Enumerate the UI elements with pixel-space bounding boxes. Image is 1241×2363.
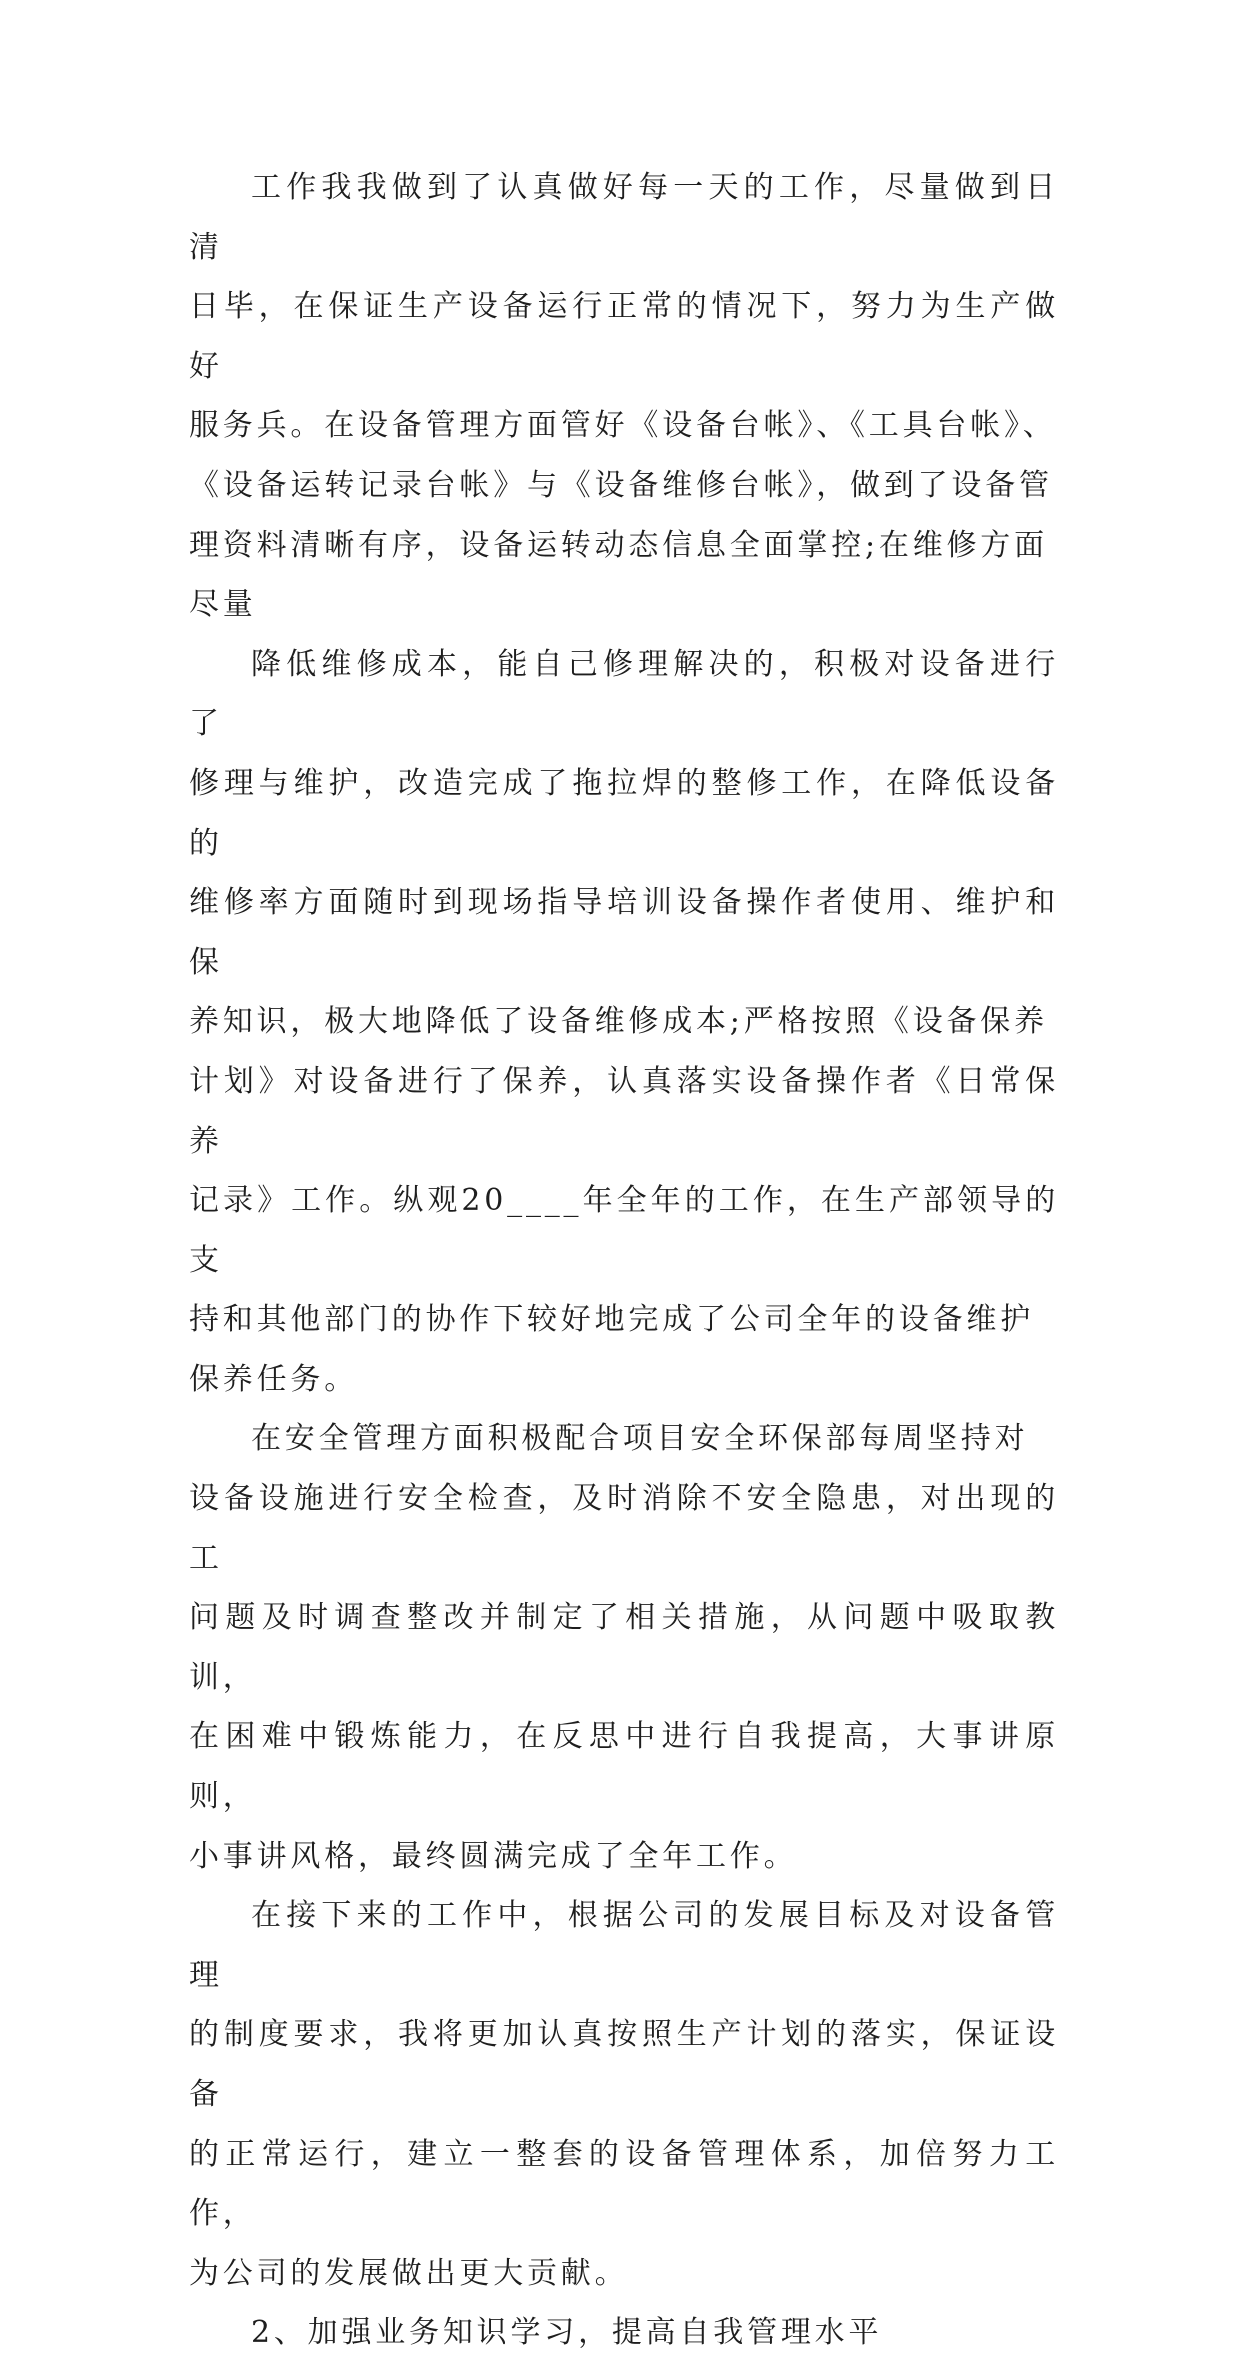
text-line: 在困难中锻炼能力，在反思中进行自我提高，大事讲原则，: [189, 1719, 1059, 1815]
text-line: 服务兵。在设备管理方面管好《设备台帐》、《工具台帐》、: [189, 408, 1057, 444]
paragraph-safety-management: [189, 1409, 1059, 1886]
text-line: 在安全管理方面积极配合项目安全环保部每周坚持对: [251, 1421, 1029, 1457]
text-line: 日毕，在保证生产设备运行正常的情况下，努力为生产做好: [189, 289, 1059, 384]
text-line: 2、加强业务知识学习，提高自我管理水平: [251, 2315, 883, 2351]
text-line: 持和其他部门的协作下较好地完成了公司全年的设备维护: [189, 1302, 1034, 1338]
text-line: 为公司的发展做出更大贡献。: [189, 2255, 629, 2291]
text-line: 《设备运转记录台帐》与《设备维修台帐》，做到了设备管: [189, 467, 1053, 503]
text-line: 修理与维护，改造完成了拖拉焊的整修工作，在降低设备的: [189, 765, 1059, 861]
text-line: 的正常运行，建立一整套的设备管理体系，加倍努力工作，: [189, 2136, 1059, 2232]
text-line: 问题及时调查整改并制定了相关措施，从问题中吸取教训，: [189, 1600, 1059, 1695]
text-line: 养知识，极大地降低了设备维修成本;严格按照《设备保养: [189, 1004, 1048, 1040]
text-line: 在接下来的工作中，根据公司的发展目标及对设备管理: [189, 1898, 1059, 1993]
paragraph-equipment-management: [189, 158, 1059, 635]
paragraph-future-work: [189, 1886, 1059, 2303]
document-body: [189, 158, 1059, 2363]
text-line: 的制度要求，我将更加认真按照生产计划的落实，保证设备: [189, 2017, 1059, 2112]
text-line: 设备设施进行安全检查，及时消除不安全隐患，对出现的工: [189, 1481, 1059, 1576]
text-line: 尽量: [189, 587, 257, 623]
section-heading-knowledge-learning: [189, 2303, 1059, 2363]
text-line: 工作我我做到了认真做好每一天的工作，尽量做到日清: [189, 170, 1059, 265]
text-line: 维修率方面随时到现场指导培训设备操作者使用、维护和保: [189, 885, 1059, 980]
text-line: 计划》对设备进行了保养，认真落实设备操作者《日常保养: [189, 1063, 1059, 1159]
text-line: 理资料清晰有序，设备运转动态信息全面掌控;在维修方面: [189, 527, 1048, 563]
paragraph-maintenance-cost: [189, 635, 1059, 1410]
text-line: 保养任务。: [189, 1361, 358, 1397]
text-line: 小事讲风格，最终圆满完成了全年工作。: [189, 1838, 798, 1874]
text-line: 降低维修成本，能自己修理解决的，积极对设备进行了: [189, 646, 1059, 742]
text-line: 记录》工作。纵观20____年全年的工作，在生产部领导的支: [189, 1183, 1059, 1278]
